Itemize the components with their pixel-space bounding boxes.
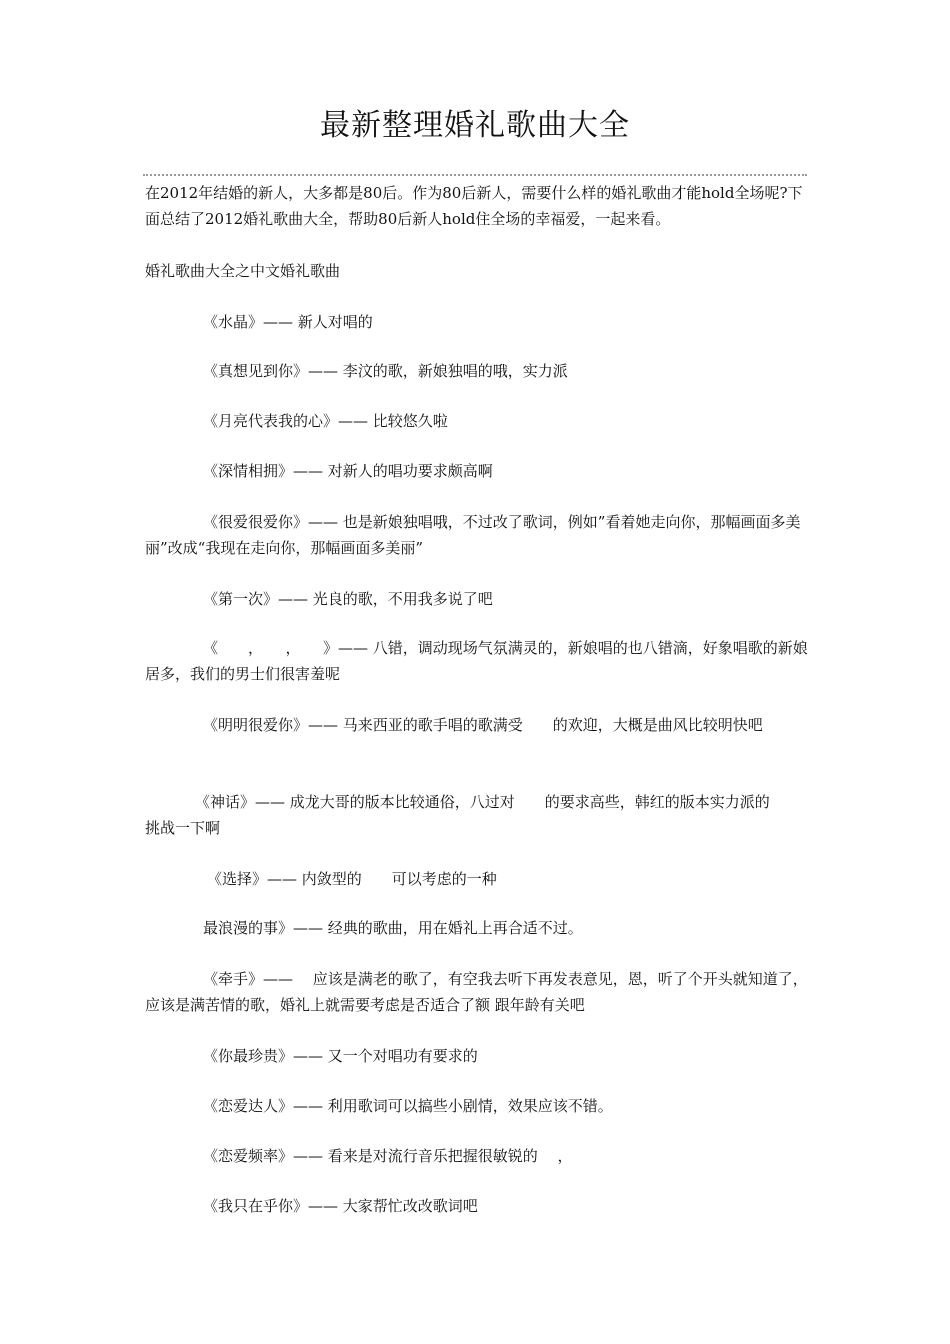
song-item: 《真想见到你》—— 李汶的歌，新娘独唱的哦，实力派 bbox=[203, 362, 568, 380]
intro-paragraph: 在2012年结婚的新人，大多都是80后。作为80后新人，需要什么样的婚礼歌曲才能hold全场呢?下面总结了2012婚礼歌曲大全，帮助80后新人hold住全场的幸福爱，一起来看。 bbox=[145, 184, 803, 228]
song-item: 最浪漫的事》—— 经典的歌曲，用在婚礼上再合适不过。 bbox=[203, 919, 583, 937]
song-item: 《恋爱达人》—— 利用歌词可以搞些小剧情，效果应该不错。 bbox=[203, 1097, 613, 1115]
document-title: 最新整理婚礼歌曲大全 bbox=[320, 108, 630, 143]
song-item: 《月亮代表我的心》—— 比较悠久啦 bbox=[203, 412, 448, 430]
song-item: 《深情相拥》—— 对新人的唱功要求颇高啊 bbox=[203, 462, 493, 480]
song-item: 《我只在乎你》—— 大家帮忙改改歌词吧 bbox=[203, 1197, 478, 1215]
song-item: 《恋爱频率》—— 看来是对流行音乐把握很敏锐的 ， bbox=[203, 1147, 573, 1165]
song-item: 《 ， ， 》—— 八错，调动现场气氛满灵的，新娘唱的也八错滴，好象唱歌的新娘居多，我们的男士们很害羞呢 bbox=[145, 639, 808, 683]
song-item: 《明明很爱你》—— 马来西亚的歌手唱的歌满受 的欢迎，大概是曲风比较明快吧 bbox=[203, 716, 763, 734]
song-item: 《水晶》—— 新人对唱的 bbox=[203, 313, 373, 331]
song-item: 《第一次》—— 光良的歌，不用我多说了吧 bbox=[203, 590, 493, 608]
title-divider bbox=[143, 174, 807, 176]
song-item: 《牵手》—— 应该是满老的歌了，有空我去听下再发表意见，恩，听了个开头就知道了，应该是满苦情的歌，婚礼上就需要考虑是否适合了额 跟年龄有关吧 bbox=[145, 970, 808, 1014]
song-item: 《神话》—— 成龙大哥的版本比较通俗，八过对 的要求高些，韩红的版本实力派的 挑战一下啊 bbox=[145, 793, 800, 837]
song-item: 《你最珍贵》—— 又一个对唱功有要求的 bbox=[203, 1047, 478, 1065]
song-item: 《选择》—— 内敛型的 可以考虑的一种 bbox=[207, 870, 497, 888]
song-item: 《很爱很爱你》—— 也是新娘独唱哦，不过改了歌词，例如”看着她走向你，那幅画面多美丽”改成“我现在走向你，那幅画面多美丽” bbox=[145, 513, 801, 557]
section-heading: 婚礼歌曲大全之中文婚礼歌曲 bbox=[145, 262, 341, 280]
